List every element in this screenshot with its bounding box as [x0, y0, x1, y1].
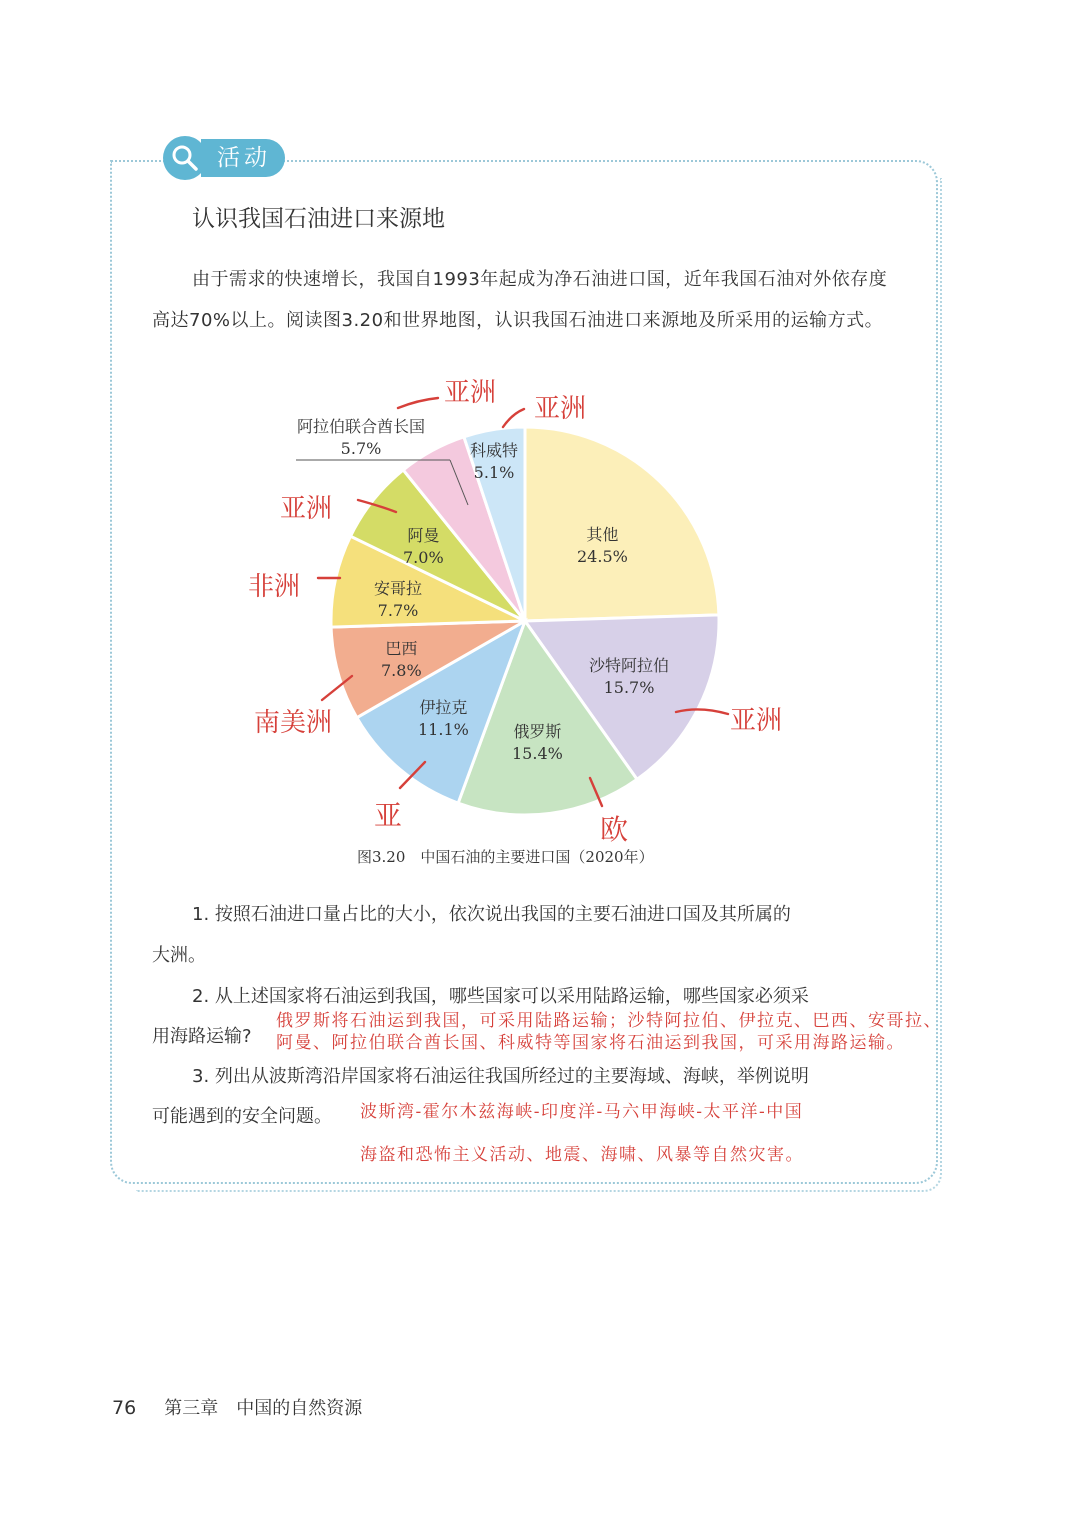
pie-label-saudi: 沙特阿拉伯 15.7%	[589, 656, 670, 697]
activity-title: 认识我国石油进口来源地	[192, 206, 445, 232]
activity-badge-label: 活动	[201, 139, 285, 177]
note-kuwait: 亚洲	[534, 394, 587, 424]
pie-label-russia: 俄罗斯 15.4%	[512, 722, 563, 763]
pie-label-iraq: 伊拉克 11.1%	[418, 698, 469, 739]
intro-paragraph: 由于需求的快速增长，我国自1993年起成为净石油进口国，近年我国石油对外依存度高达70%以上。阅读图3.20和世界地图，认识我国石油进口来源地及所采用的运输方式。	[152, 269, 888, 331]
note-saudi: 亚洲	[730, 706, 783, 736]
note-iraq: 亚	[374, 799, 403, 832]
page-footer	[112, 1394, 362, 1420]
note-angola: 非洲	[248, 572, 301, 602]
note-brazil: 南美洲	[254, 708, 333, 738]
pie-label-oman: 阿曼 7.0%	[403, 526, 444, 567]
figure-caption: 图3.20 中国石油的主要进口国（2020年）	[357, 848, 654, 866]
question-3-line-1: 3. 列出从波斯湾沿岸国家将石油运往我国所经过的主要海域、海峡，举例说明	[192, 1066, 809, 1087]
note-russia: 欧	[600, 813, 629, 846]
pie-label-brazil: 巴西 7.8%	[381, 639, 422, 680]
question-3-line-2: 可能遇到的安全问题。	[152, 1106, 332, 1127]
answer-2-line-1: 俄罗斯将石油运到我国，可采用陆路运输；沙特阿拉伯、伊拉克、巴西、安哥拉、	[276, 1011, 942, 1031]
question-2-line-2: 用海路运输?	[152, 1026, 252, 1047]
pie-label-angola: 安哥拉 7.7%	[374, 579, 423, 620]
question-1-line-2: 大洲。	[152, 945, 206, 966]
pie-label-other: 其他 24.5%	[577, 525, 628, 566]
pie-label-uae: 阿拉伯联合酋长国 5.7%	[297, 417, 426, 458]
note-uae: 亚洲	[444, 378, 497, 408]
answer-2-line-2: 阿曼、阿拉伯联合酋长国、科威特等国家将石油运到我国，可采用海路运输。	[276, 1033, 905, 1053]
pie-label-kuwait: 科威特 5.1%	[470, 441, 519, 482]
chapter-title: 第三章 中国的自然资源	[164, 1398, 363, 1419]
question-1-line-1: 1. 按照石油进口量占比的大小，依次说出我国的主要石油进口国及其所属的	[192, 904, 791, 925]
note-oman: 亚洲	[280, 494, 333, 524]
answer-3-line-2: 海盗和恐怖主义活动、地震、海啸、风暴等自然灾害。	[360, 1145, 804, 1165]
note-line-kuwait	[503, 409, 524, 427]
page-number: 76	[112, 1397, 137, 1419]
note-line-uae	[398, 398, 438, 408]
answer-3-line-1: 波斯湾-霍尔木兹海峡-印度洋-马六甲海峡-太平洋-中国	[360, 1102, 804, 1122]
question-2-line-1: 2. 从上述国家将石油运到我国，哪些国家可以采用陆路运输，哪些国家必须采	[192, 986, 809, 1007]
